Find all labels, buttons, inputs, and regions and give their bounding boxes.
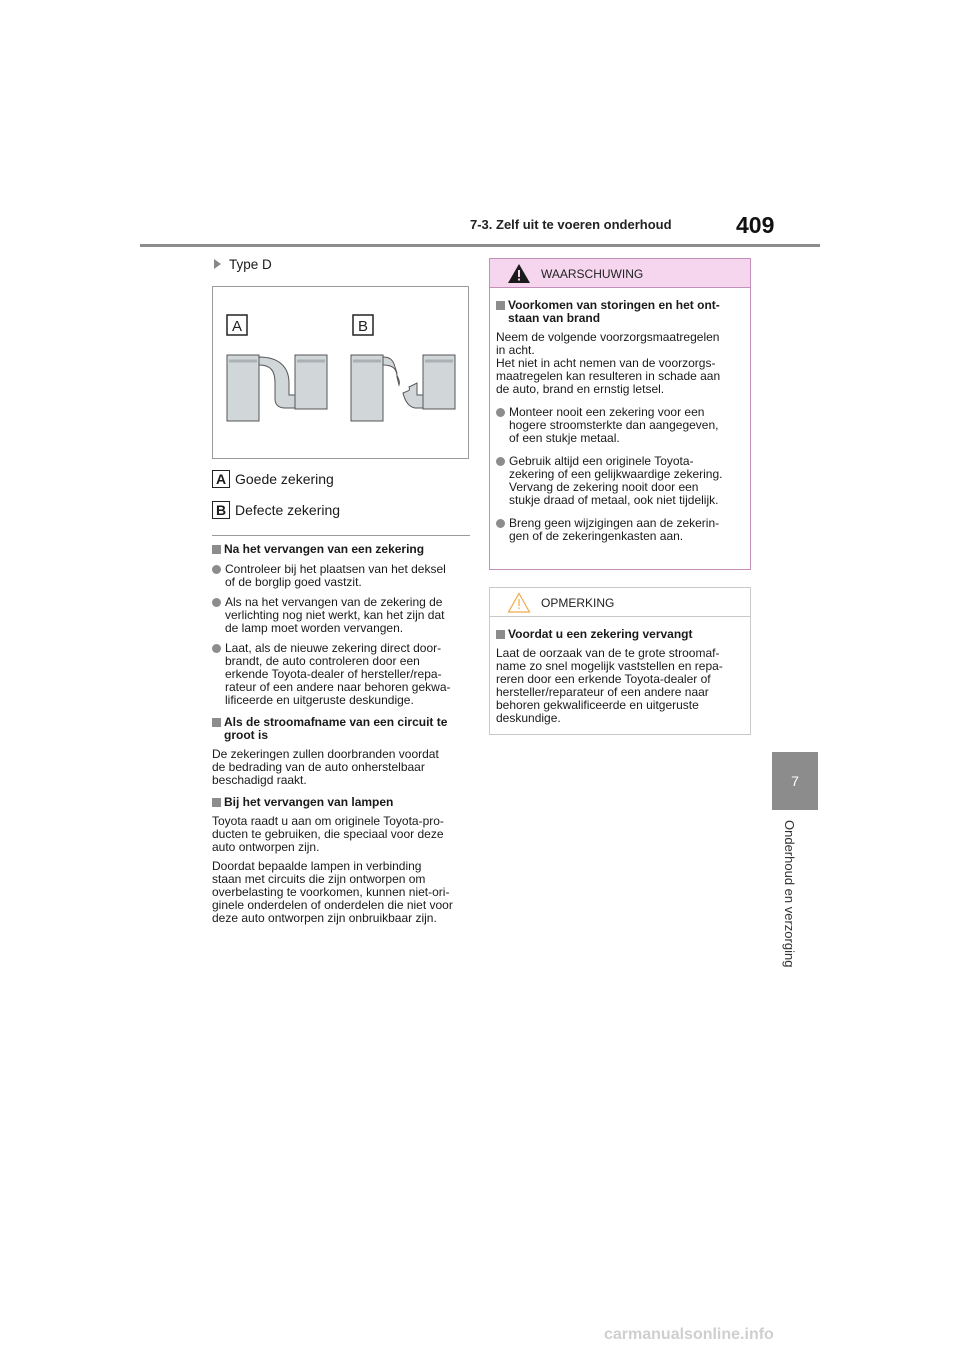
list-item: Gebruik altijd een originele Toyota- zekering of een gelijkwaardige zekering. Vervang de zekering nooit door een stukje draad of metaal, ook niet tijdelijk. (496, 455, 744, 507)
round-bullet-icon (212, 565, 221, 574)
list-item: Laat, als de nieuwe zekering direct door- brandt, de auto controleren door een erkende Toyota-dealer of hersteller/repa- rateur of een andere naar behoren gekwa- lificeerde en uitgeruste deskundige. (212, 642, 470, 707)
warning-title: WAARSCHUWING (541, 267, 644, 281)
watermark: carmanualsonline.info (604, 1326, 774, 1343)
paragraph: Toyota raadt u aan om originele Toyota-pro- ducten te gebruiken, die speciaal voor deze auto ontworpen zijn. (212, 814, 444, 854)
round-bullet-icon (212, 644, 221, 653)
left-column (212, 254, 470, 925)
warning-header (490, 259, 750, 288)
list-item: Breng geen wijzigingen aan de zekerin- gen of de zekeringenkasten aan. (496, 517, 744, 543)
warning-intro: Neem de volgende voorzorgsmaatregelen in acht. Het niet in acht nemen van de voorzorgs- maatregelen kan resulteren in schade aan de auto, brand en ernstig letsel. (496, 330, 721, 396)
round-bullet-icon (212, 598, 221, 607)
note-heading: Voordat u een zekering vervangt (496, 628, 744, 641)
triangle-marker-icon (214, 259, 221, 269)
header-divider (140, 244, 820, 247)
section-title: 7-3. Zelf uit te voeren onderhoud (470, 217, 672, 232)
warning-triangle-filled-icon (507, 263, 531, 284)
square-bullet-icon (212, 798, 221, 807)
list-item: Als na het vervangen van de zekering de verlichting nog niet werkt, kan het zijn dat de lamp moet worden vervangen. (212, 596, 470, 635)
chapter-tab (772, 752, 818, 810)
legend-broken-fuse (212, 499, 470, 521)
square-bullet-icon (212, 718, 221, 727)
round-bullet-icon (496, 519, 505, 528)
figure-heading (212, 254, 470, 274)
legend-text-a: Goede zekering (235, 470, 334, 487)
note-text: Laat de oorzaak van de te grote stroomaf- name zo snel mogelijk vaststellen en repa- reren door een erkende Toyota-dealer of hersteller/reparateur of een andere naar behoren gekwalificeerde en uitgeruste deskundige. (496, 646, 723, 725)
chapter-title (782, 820, 804, 1030)
chapter-number: 7 (791, 773, 799, 789)
round-bullet-icon (496, 457, 505, 466)
fuse-illustration (212, 286, 469, 459)
legend-badge-a: A (212, 470, 230, 488)
page-number: 409 (736, 212, 775, 238)
warning-box (489, 258, 751, 570)
legend-badge-b: B (212, 501, 230, 519)
round-bullet-icon (496, 408, 505, 417)
fuse-diagram (213, 287, 468, 458)
section-heading-overload: Als de stroomafname van een circuit te groot is (212, 716, 470, 742)
section-heading-lamps: Bij het vervangen van lampen (212, 796, 470, 809)
note-body (490, 617, 750, 725)
list-item: Controleer bij het plaatsen van het deksel of de borglip goed vastzit. (212, 563, 470, 589)
legend-good-fuse (212, 468, 470, 490)
good-fuse-shape (227, 355, 327, 421)
note-header (490, 588, 750, 617)
diagram-label-a: A (231, 318, 243, 335)
column-divider (212, 535, 470, 536)
legend-text-b: Defecte zekering (235, 501, 341, 518)
figure-heading-text: Type D (229, 256, 272, 272)
broken-fuse-shape (351, 355, 455, 421)
diagram-label-b: B (357, 318, 369, 335)
square-bullet-icon (496, 301, 505, 310)
square-bullet-icon (212, 545, 221, 554)
list-item: Monteer nooit een zekering voor een hogere stroomsterkte dan aangegeven, of een stukje metaal. (496, 406, 744, 445)
note-title: OPMERKING (541, 596, 615, 610)
paragraph: Doordat bepaalde lampen in verbinding staan met circuits die zijn ontworpen om overbelasting te voorkomen, kunnen niet-ori- ginele onderdelen of onderdelen die niet voor deze auto ontworpen zijn onbruikbaar zijn. (212, 859, 453, 925)
paragraph: De zekeringen zullen doorbranden voordat de bedrading van de auto onherstelbaar beschadigd raakt. (212, 747, 439, 787)
warning-body (490, 288, 750, 543)
warning-triangle-outline-icon (507, 592, 531, 613)
square-bullet-icon (496, 630, 505, 639)
warning-heading: Voorkomen van storingen en het ont- staan van brand (496, 299, 744, 325)
chapter-title-text: Onderhoud en verzorging (782, 820, 797, 968)
section-heading-after-replace: Na het vervangen van een zekering (212, 543, 470, 556)
note-box (489, 587, 751, 735)
